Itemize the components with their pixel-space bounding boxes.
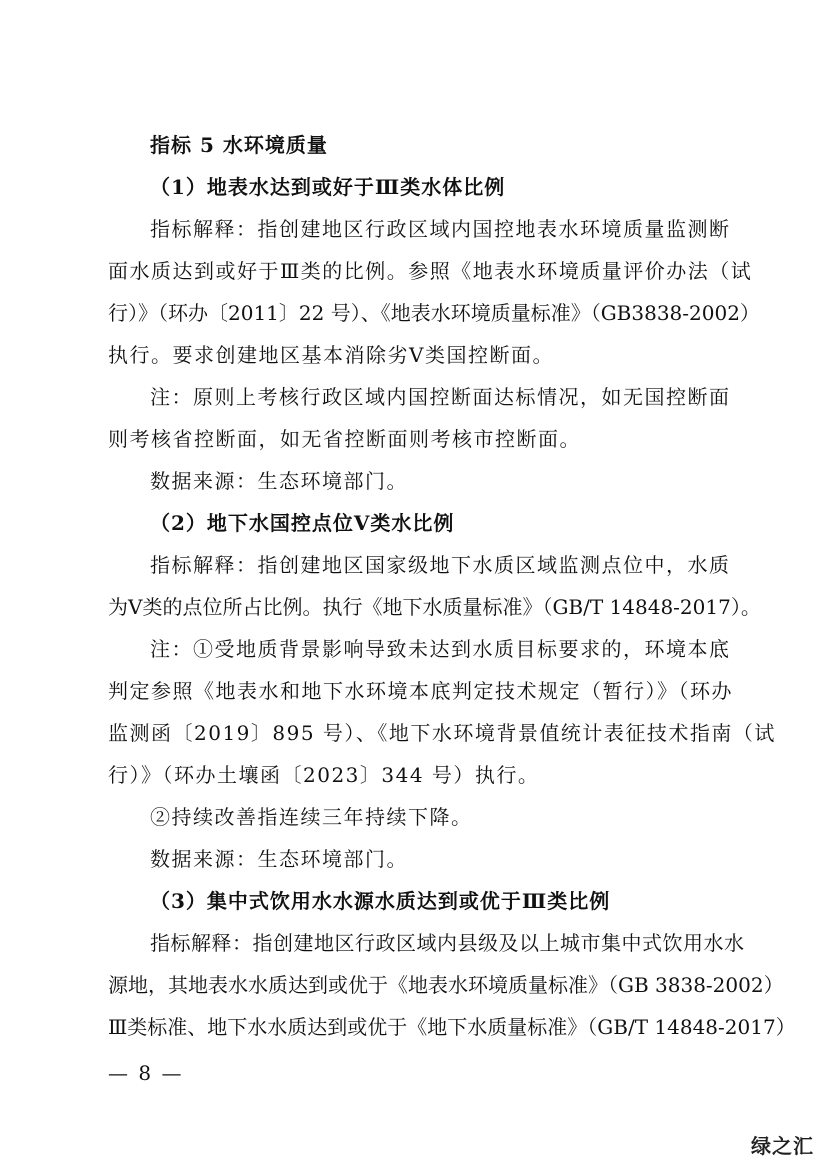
paragraph-line: 指标解释：指创建地区行政区域内县级及以上城市集中式饮用水水 [150,931,745,955]
paragraph-line: 执行。要求创建地区基本消除劣Ⅴ类国控断面。 [108,343,554,367]
watermark-logo: 绿之汇 [751,1134,814,1158]
paragraph-line: 指标解释：指创建地区国家级地下水质区域监测点位中，水质 [150,553,731,577]
data-source-line: 数据来源：生态环境部门。 [150,469,408,493]
paragraph-line: 为Ⅴ类的点位所占比例。执行《地下水质量标准》（GB/T 14848-2017）。 [108,595,761,619]
paragraph-line: Ⅲ类标准、地下水水质达到或优于《地下水质量标准》（GB/T 14848-2017） [108,1015,796,1039]
subheading-3: （3）集中式饮用水水源水质达到或优于Ⅲ类比例 [150,889,611,913]
note-line: ②持续改善指连续三年持续下降。 [150,805,473,829]
paragraph-line: 源地，其地表水水质达到或优于《地表水环境质量标准》（GB 3838-2002） [108,973,784,997]
note-line: 行）》（环办土壤函〔2023〕344 号）执行。 [108,763,540,787]
subheading-1: （1）地表水达到或好于Ⅲ类水体比例 [150,175,506,199]
paragraph-line: 行）》（环办〔2011〕22 号）、《地表水环境质量标准》（GB3838-2002） [108,301,760,325]
page-number: — 8 — [108,1061,184,1085]
data-source-line: 数据来源：生态环境部门。 [150,847,408,871]
note-line: 判定参照《地表水和地下水环境本底判定技术规定（暂行）》（环办 [108,679,733,703]
paragraph-line: 面水质达到或好于Ⅲ类的比例。参照《地表水环境质量评价办法（试 [108,259,753,283]
paragraph-line: 指标解释：指创建地区行政区域内国控地表水环境质量监测断 [150,217,731,241]
section-heading-indicator-5: 指标 5 水环境质量 [150,133,328,157]
note-line: 则考核省控断面，如无省控断面则考核市控断面。 [108,427,581,451]
note-line: 监测函〔2019〕895 号）、《地下水环境背景值统计表征技术指南（试 [108,721,776,745]
note-line: 注：①受地质背景影响导致未达到水质目标要求的，环境本底 [150,637,731,661]
note-line: 注：原则上考核行政区域内国控断面达标情况，如无国控断面 [150,385,731,409]
subheading-2: （2）地下水国控点位Ⅴ类水比例 [150,511,455,535]
